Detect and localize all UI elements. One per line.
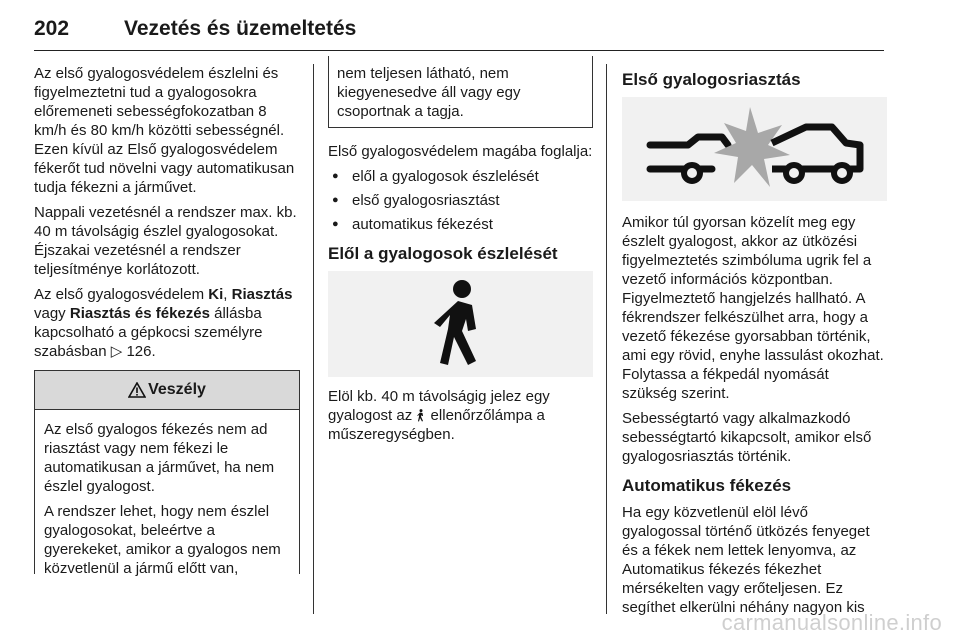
setting-alert-brake: Riasztás és fékezés [69,305,210,322]
setting-alert: Riasztás [231,286,293,303]
danger-title: Veszély [148,381,206,398]
page-reference-icon[interactable]: ▷ [110,343,123,360]
collision-warning-figure [622,97,887,201]
pedestrian-figure [328,271,593,377]
section-heading: Elől a gyalogosok észlelését [328,244,558,263]
paragraph: Első gyalogosvédelem magába foglalja: [328,143,593,160]
feature-list [328,167,593,234]
column-middle [328,64,593,450]
page-number: 202 [34,17,70,40]
column-left [34,64,300,367]
paragraph: Sebességtartó vagy alkalmazkodó sebességtartó kikapcsolt, amikor első gyalogosriasztás történik. [622,410,872,465]
pedestrian-indicator-icon [416,409,426,422]
paragraph: Ha egy közvetlenül elöl lévő gyalogossal történő ütközés fenyeget és a fékek nem lettek lenyomva, az Automatikus fékezés fékezhet mérsékelten vagy erőteljesen. Ez segíthet elkerülni néhány nagyon kis [622,504,870,616]
text: állásba kapcsolható a gépkocsi személyre szabásban [34,305,263,360]
warning-triangle-icon [128,382,146,398]
paragraph: A rendszer lehet, hogy nem észlel gyalogosokat, beleértve a gyerekeket, amikor a gyalogos nem közvetlenül a jármű előtt van, [44,503,281,577]
text: vagy [34,305,70,322]
pedestrian-icon [328,271,593,377]
text: ellenőrzőlámpa a műszeregységben. [328,407,545,443]
text: Az első gyalogosvédelem [34,286,209,303]
list-item: ● elől a gyalogosok észlelését [328,167,593,186]
danger-header [35,370,299,410]
text: Elöl kb. 40 m távolságig jelez egy gyalogost az [328,388,550,424]
text: , [223,286,232,303]
chapter-title: Vezetés és üzemeltetés [124,17,357,40]
column-divider [606,64,607,614]
page-reference[interactable]: 126. [122,343,156,360]
paragraph: nem teljesen látható, nem kiegyenesedve áll vagy egy csoportnak a tagja. [337,65,521,120]
watermark: carmanualsonline.info [721,610,942,635]
danger-box [34,370,300,577]
column-divider [313,64,314,614]
collision-warning-icon [622,97,887,201]
list-item: ● automatikus fékezést [328,215,593,234]
paragraph: Az első gyalogos fékezés nem ad riasztást vagy nem fékezi le automatikusan a járművet, ha nem észlel gyalogost. [44,421,275,495]
danger-body [35,410,299,578]
column-right [622,64,887,623]
paragraph: Az első gyalogosvédelem észlelni és figyelmeztetni tud a gyalogosokra előremeneti sebességfokozatban 8 km/h és 80 km/h közötti sebességnél. Ezen kívül az Első gyalogosvédelem fékerőt tud növelni vagy automatikusan tudja fékezni a járművet. [34,65,295,196]
danger-box-continued [328,56,593,128]
section-heading: Automatikus fékezés [622,476,792,495]
section-heading: Első gyalogosriasztás [622,70,801,89]
list-item: ● első gyalogosriasztást [328,191,593,210]
paragraph [328,387,593,444]
page-header [34,14,884,51]
paragraph: Nappali vezetésnél a rendszer max. kb. 40 m távolságig észlel gyalogosokat. Éjszakai vezetésnél a rendszer teljesítménye korlátozott. [34,204,297,278]
paragraph: Amikor túl gyorsan közelít meg egy észlelt gyalogost, akkor az ütközési figyelmeztetés szimbóluma ugrik fel a vezető információs központban. Figyelmeztető hangjelzés hallható. A fékrendszer felkészülhet arra, hogy a vezető fékezése gyorsabban történik, ami egy rövid, enyhe lassulást okozhat. Folytassa a fékpedál nyomását szükség szerint. [622,214,884,402]
paragraph [34,285,300,361]
setting-off: Ki [208,286,224,303]
